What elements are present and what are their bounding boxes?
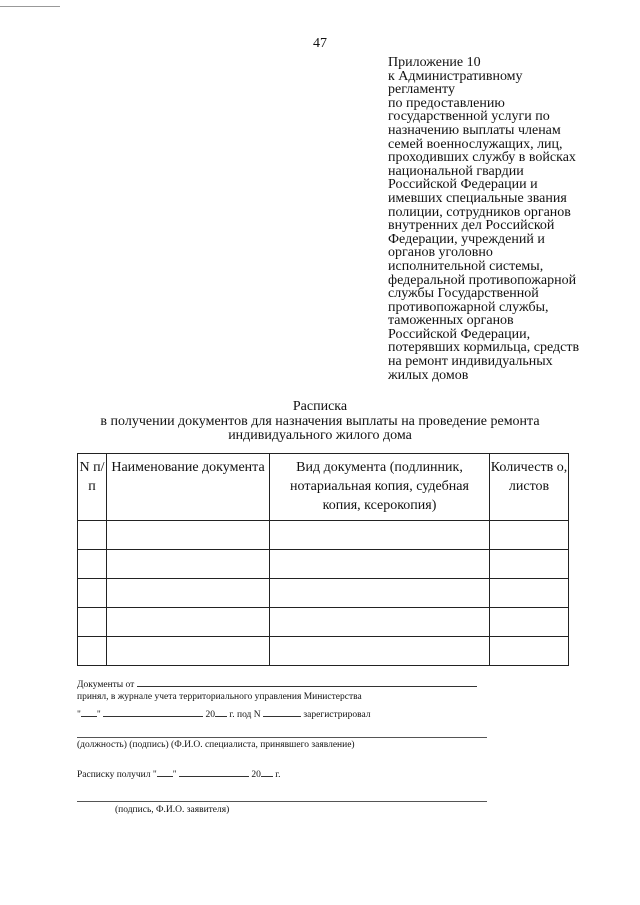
table-cell[interactable] (107, 637, 270, 666)
table-cell[interactable] (107, 521, 270, 550)
table-cell[interactable] (78, 608, 107, 637)
table-cell[interactable] (78, 521, 107, 550)
docs-from-label: Документы от (77, 680, 135, 690)
appendix-line: Российской Федерации, (388, 326, 531, 342)
applicant-caption: (подпись, Ф.И.О. заявителя) (115, 805, 230, 815)
appendix-line: противопожарной службы, (388, 299, 549, 315)
table-row (78, 608, 569, 637)
appendix-note (388, 56, 628, 382)
appendix-line: национальной гвардии (388, 163, 524, 179)
table-cell[interactable] (490, 608, 569, 637)
appendix-line: службы Государственной (388, 286, 539, 302)
document-title (0, 400, 640, 444)
table-cell[interactable] (490, 579, 569, 608)
accepted-line: принял, в журнале учета территориального управления Министерства (77, 692, 362, 702)
table-row (78, 637, 569, 666)
table-cell[interactable] (107, 550, 270, 579)
appendix-line: федеральной противопожарной (388, 272, 577, 288)
table-cell[interactable] (107, 608, 270, 637)
year-field[interactable] (261, 767, 273, 777)
table-cell[interactable] (78, 637, 107, 666)
appendix-line: Федерации, учреждений и (388, 231, 545, 247)
registered-label: зарегистрировал (303, 710, 371, 720)
signature-caption: (должность) (подпись) (Ф.И.О. специалиста, принявшего заявление) (77, 740, 355, 750)
appendix-line: внутренних дел Российской (388, 218, 555, 234)
appendix-line: исполнительной системы, (388, 258, 544, 274)
appendix-line: назначению выплаты членам (388, 122, 561, 138)
quote-mark: " (172, 770, 177, 780)
appendix-line: проходивших службу в войсках (388, 150, 576, 166)
registered-under-label: г. под N (229, 710, 261, 720)
quote-mark: " (77, 710, 81, 720)
table-row (78, 579, 569, 608)
table-row (78, 550, 569, 579)
table-cell[interactable] (270, 550, 490, 579)
table-cell[interactable] (490, 521, 569, 550)
appendix-line: имевших специальные звания (388, 190, 567, 206)
page-number: 47 (313, 36, 327, 51)
appendix-line: семей военнослужащих, лиц, (388, 136, 563, 152)
appendix-line: таможенных органов (388, 313, 514, 329)
table-cell[interactable] (490, 550, 569, 579)
receipt-line (77, 767, 281, 780)
table-cell[interactable] (270, 521, 490, 550)
appendix-line: к Административному (388, 68, 523, 84)
appendix-line: по предоставлению (388, 95, 505, 111)
table-cell[interactable] (78, 579, 107, 608)
applicant-signature-line[interactable] (77, 801, 487, 802)
table-cell[interactable] (78, 550, 107, 579)
table-row (78, 521, 569, 550)
registration-number-field[interactable] (263, 707, 301, 717)
month-field[interactable] (103, 707, 203, 717)
table-cell[interactable] (107, 579, 270, 608)
day-field[interactable] (157, 767, 173, 777)
registration-date-line (77, 707, 371, 720)
appendix-line: на ремонт индивидуальных (388, 354, 553, 370)
month-field[interactable] (179, 767, 249, 777)
appendix-line: полиции, сотрудников органов (388, 204, 571, 220)
table-cell[interactable] (270, 579, 490, 608)
table-header-row (78, 454, 569, 521)
appendix-line: потерявших кормильца, средств (388, 340, 580, 356)
appendix-line: Российской Федерации и (388, 177, 538, 193)
year-prefix: 20 (251, 770, 261, 780)
year-suffix: г. (275, 770, 281, 780)
quote-mark: " (96, 710, 101, 720)
year-field[interactable] (215, 707, 227, 717)
documents-table (77, 453, 569, 666)
corner-mark (0, 6, 60, 7)
table-cell[interactable] (270, 637, 490, 666)
table-cell[interactable] (270, 608, 490, 637)
title-line: индивидуального жилого дома (228, 428, 412, 443)
title-heading: Расписка (292, 399, 348, 414)
appendix-line: регламенту (388, 82, 455, 98)
table-cell[interactable] (490, 637, 569, 666)
signature-line[interactable] (77, 737, 487, 738)
receipt-label: Расписку получил (77, 770, 151, 780)
header-document-name: Наименование документа (107, 454, 270, 521)
header-document-type: Вид документа (подлинник, нотариальная копия, судебная копия, ксерокопия) (270, 454, 490, 521)
docs-from-field[interactable] (137, 677, 477, 687)
day-field[interactable] (81, 707, 97, 717)
appendix-line: государственной услуги по (388, 109, 550, 125)
header-sheet-count: Количеств о, листов (490, 454, 569, 521)
header-number: N п/п (78, 454, 107, 521)
appendix-line: жилых домов (388, 367, 469, 383)
year-prefix: 20 (205, 710, 216, 720)
title-line: в получении документов для назначения выплаты на проведение ремонта (100, 413, 540, 429)
docs-from-line (77, 677, 477, 690)
appendix-line: органов уголовно (388, 245, 493, 261)
quote-mark: " (152, 770, 157, 780)
appendix-line: Приложение 10 (388, 55, 481, 70)
